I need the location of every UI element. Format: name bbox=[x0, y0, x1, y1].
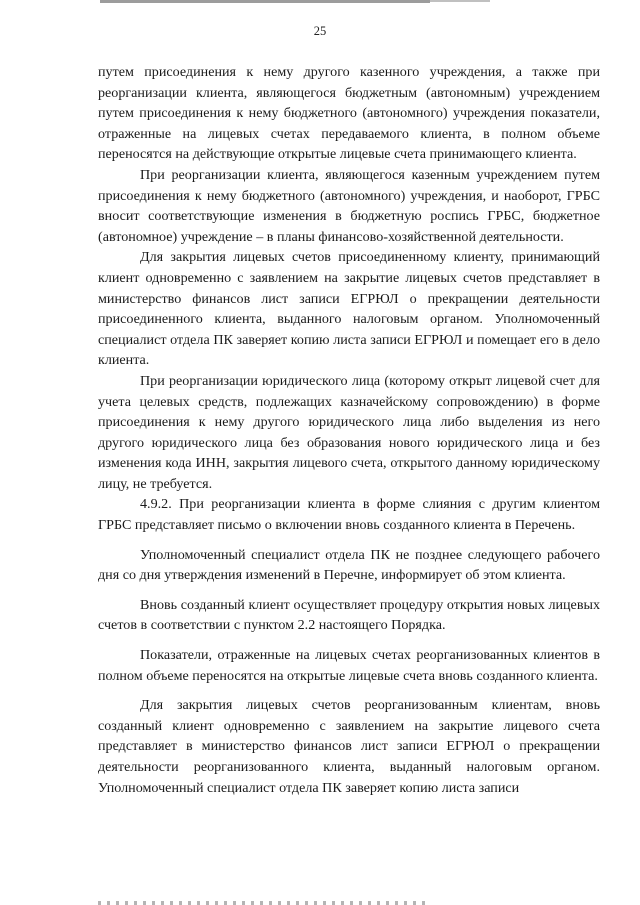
scan-edge-artifact bbox=[100, 0, 430, 3]
paragraph: Вновь созданный клиент осуществляет процедуру открытия новых лицевых счетов в соответствии с пунктом 2.2 настоящего Порядка. bbox=[98, 596, 600, 634]
scan-edge-artifact bbox=[98, 901, 428, 905]
paragraph: 4.9.2. При реорганизации клиента в форме слияния с другим клиентом ГРБС представляет письмо о включении вновь созданного клиента в Перечень. bbox=[98, 496, 600, 534]
paragraph: При реорганизации юридического лица (которому открыт лицевой счет для учета целевых средств, подлежащих казначейскому сопровождению) в форме присоединения к нему другого юридического лица либо выделения из него другого юридического лица без образования нового юридического лица и без изменения кода ИНН, закрытия лицевого счета, открытого данному юридическому лицу, не требуется. bbox=[98, 372, 600, 492]
document-body bbox=[98, 62, 600, 798]
scan-edge-artifact bbox=[430, 0, 490, 2]
paragraph: Показатели, отраженные на лицевых счетах реорганизованных клиентов в полном объеме переносятся на открытые лицевые счета вновь созданного клиента. bbox=[98, 647, 600, 684]
paragraph: Для закрытия лицевых счетов реорганизованным клиентам, вновь созданный клиент одновременно с заявлением на закрытие лицевого счета представляет в министерство финансов лист записи ЕГРЮЛ о прекращении деятельности реорганизованного клиента, выданный налоговым органом. Уполномоченный специалист отдела ПК заверяет копию листа записи bbox=[98, 697, 600, 796]
page-number: 25 bbox=[313, 24, 327, 38]
paragraph: Для закрытия лицевых счетов присоединенному клиенту, принимающий клиент одновременно с заявлением на закрытие лицевых счетов представляет в министерство финансов лист записи ЕГРЮЛ о прекращении деятельности присоединенного клиента, выданного налоговым органом. Уполномоченный специалист отдела ПК заверяет копию листа записи ЕГРЮЛ и помещает его в дело клиента. bbox=[98, 249, 600, 369]
paragraph: путем присоединения к нему другого казенного учреждения, а также при реорганизации клиента, являющегося бюджетным (автономным) учреждением путем присоединения к нему бюджетного (автономного) учреждения показатели, отраженные на лицевых счетах передаваемого клиента, в полном объеме переносятся на действующие открытые лицевые счета принимающего клиента. bbox=[98, 64, 600, 163]
paragraph: При реорганизации клиента, являющегося казенным учреждением путем присоединения к нему бюджетного (автономного) учреждения, и наоборот, ГРБС вносит соответствующие изменения в бюджетную роспись ГРБС, бюджетное (автономное) учреждение – в планы финансово-хозяйственной деятельности. bbox=[98, 166, 600, 245]
paragraph: Уполномоченный специалист отдела ПК не позднее следующего рабочего дня со дня утверждения изменений в Перечне, информирует об этом клиента. bbox=[98, 546, 600, 584]
